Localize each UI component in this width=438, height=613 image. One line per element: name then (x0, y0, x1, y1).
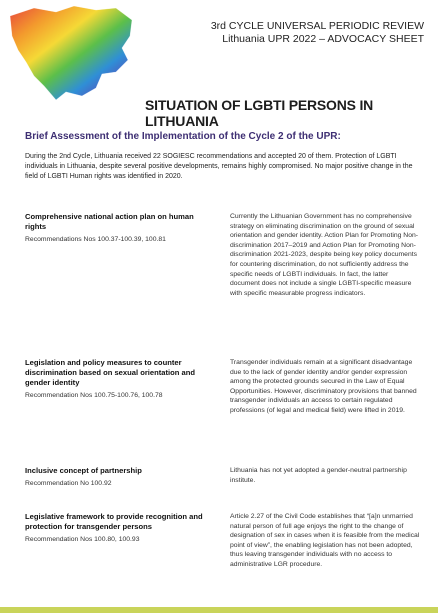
row-heading: Legislative framework to provide recognition and protection for transgender persons (25, 512, 203, 531)
row-assessment-text: Transgender individuals remain at a significant disadvantage due to the lack of gender identity and/or gender expression among the protected grounds secured in the Law of Equal Opportunities. However, discriminatory provisions that banned transgender individuals an access to certain regulated professions (of legal and medical field) were lifted in 2019. (230, 359, 417, 414)
lithuania-rainbow-map (4, 2, 140, 102)
row-assessment-text: Article 2.27 of the Civil Code establishes that “[a]n unmarried natural person of full age enjoys the right to the change of designation of sex in cases when it is feasible from the medical point of view”, the enabling legislation has not been adopted, thus leaving transgender individuals with no access to administrative LGR procedure. (230, 513, 420, 568)
row-left-column (25, 212, 215, 245)
row-recommendations: Recommendation Nos 100.80, 100.93 (25, 536, 140, 543)
intro-paragraph: During the 2nd Cycle, Lithuania received 22 SOGIESC recommendations and accepted 20 of them. Protection of LGBTI individuals in Lithuania, despite several positive developments, remains highly compromised. No major positive change in the field of LGBTI Human rights was identified in 2020. (25, 153, 413, 180)
footer-color-bar (0, 607, 438, 613)
row-left-column (25, 466, 215, 489)
row-heading: Inclusive concept of partnership (25, 466, 142, 475)
row-assessment-text: Currently the Lithuanian Government has no comprehensive strategy on eliminating discrimination on the ground of sexual orientation and gender identity. Action Plan for Promoting Non-discrimination 2017–2019 and Action Plan for Promoting Non-discrimination 2021-2023, despite being key policy documents for countering discrimination, do not sufficiently address the specific needs of LGBTI individuals. In fact, the latter document does not include a single LGBTI-specific measure with specific measurable progress indicators. (230, 213, 419, 297)
page-title: SITUATION OF LGBTI PERSONS IN LITHUANIA (145, 97, 374, 129)
row-recommendations: Recommendation No 100.92 (25, 480, 112, 487)
row-heading: Comprehensive national action plan on human rights (25, 212, 194, 231)
row-recommendations: Recommendation Nos 100.75-100.76, 100.78 (25, 392, 163, 399)
header-advocacy-line: Lithuania UPR 2022 – ADVOCACY SHEET (222, 33, 424, 45)
row-heading: Legislation and policy measures to counter discrimination based on sexual orientation and gender identity (25, 358, 196, 387)
row-left-column (25, 358, 215, 401)
header-cycle-line: 3rd CYCLE UNIVERSAL PERIODIC REVIEW (210, 20, 424, 32)
row-assessment-text: Lithuania has not yet adopted a gender-neutral partnership institute. (230, 467, 407, 484)
header (204, 20, 424, 46)
section-subtitle: Brief Assessment of the Implementation of the Cycle 2 of the UPR: (25, 131, 341, 142)
row-left-column (25, 512, 215, 545)
row-recommendations: Recommendations Nos 100.37-100.39, 100.81 (25, 236, 166, 243)
